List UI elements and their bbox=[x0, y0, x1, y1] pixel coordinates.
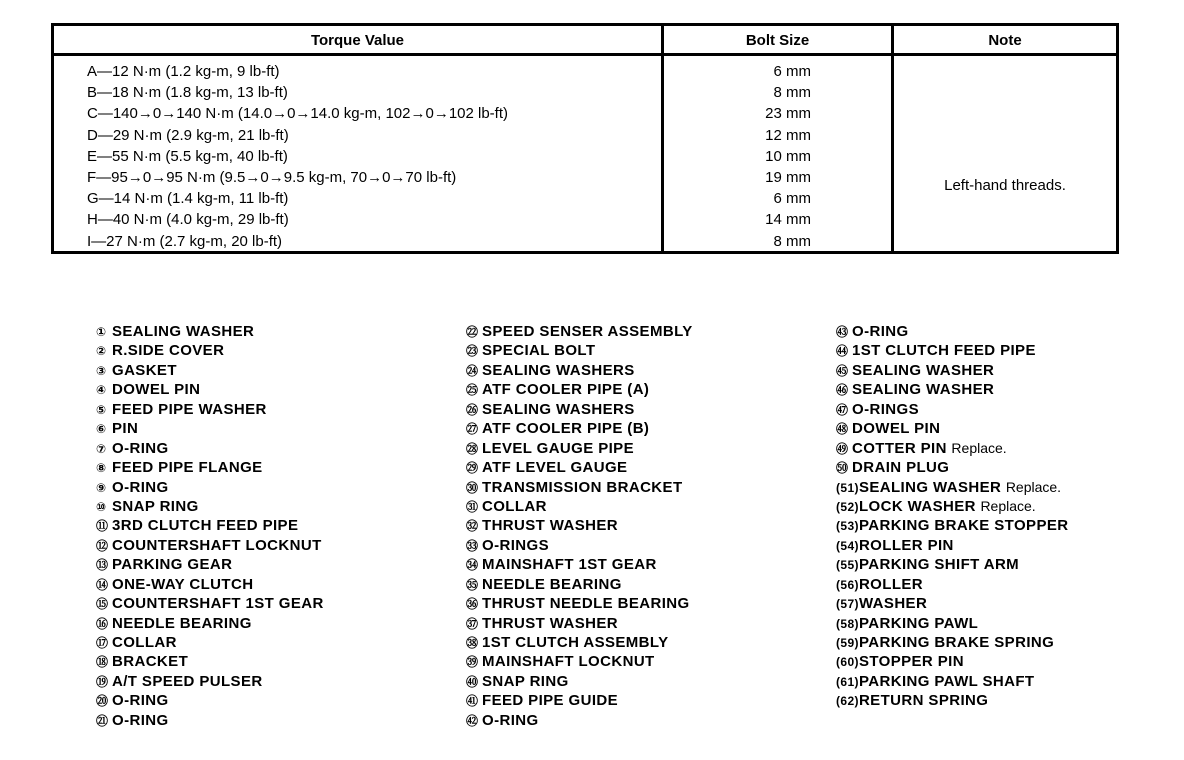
part-name: SEALING WASHER bbox=[858, 478, 1002, 496]
part-name: A/T SPEED PULSER bbox=[112, 672, 263, 690]
parts-list-column-2 bbox=[466, 322, 693, 730]
part-name: ATF LEVEL GAUGE bbox=[482, 459, 628, 477]
part-name: RETURN SPRING bbox=[858, 692, 989, 710]
part-name: COUNTERSHAFT LOCKNUT bbox=[112, 536, 322, 554]
part-list-item bbox=[466, 594, 693, 613]
part-name: O-RING bbox=[112, 692, 169, 710]
part-number: ㊳ bbox=[466, 636, 479, 650]
part-name: THRUST WASHER bbox=[482, 614, 619, 632]
part-number: ㉜ bbox=[466, 519, 479, 534]
torque-value-cell: E—55 N·m (5.5 kg-m, 40 lb-ft) bbox=[87, 147, 288, 165]
part-list-item bbox=[96, 458, 324, 477]
part-number: ㉒ bbox=[466, 325, 479, 339]
part-name: PARKING PAWL bbox=[858, 614, 979, 632]
part-list-item bbox=[96, 672, 324, 691]
part-name: SEALING WASHERS bbox=[482, 400, 635, 418]
part-name: ATF COOLER PIPE (A) bbox=[482, 381, 650, 399]
part-list-item bbox=[466, 497, 693, 516]
part-number: ⑩ bbox=[96, 499, 107, 514]
part-name: DRAIN PLUG bbox=[852, 459, 950, 477]
part-list-item bbox=[466, 691, 693, 710]
part-name: ATF COOLER PIPE (B) bbox=[482, 420, 650, 438]
part-number: (52) bbox=[836, 499, 859, 514]
part-number: ㊴ bbox=[466, 655, 479, 670]
part-name: PARKING BRAKE STOPPER bbox=[858, 517, 1069, 535]
part-name: LEVEL GAUGE PIPE bbox=[482, 439, 634, 457]
part-list-item bbox=[96, 575, 324, 594]
part-name: STOPPER PIN bbox=[858, 653, 964, 671]
part-list-item bbox=[836, 652, 1069, 671]
part-name: LOCK WASHER bbox=[858, 497, 976, 515]
part-number: ㊷ bbox=[466, 713, 479, 728]
part-number: ㊹ bbox=[836, 344, 849, 359]
part-name: SEALING WASHERS bbox=[482, 361, 635, 379]
part-list-item bbox=[466, 555, 693, 574]
part-number: ㊽ bbox=[836, 422, 849, 437]
part-name: FEED PIPE WASHER bbox=[112, 400, 267, 418]
part-number: ⑱ bbox=[96, 655, 109, 670]
part-name: COUNTERSHAFT 1ST GEAR bbox=[112, 595, 324, 613]
part-list-item bbox=[466, 516, 693, 535]
part-name: 1ST CLUTCH FEED PIPE bbox=[852, 342, 1036, 360]
part-list-item bbox=[466, 536, 693, 555]
part-number: ⑥ bbox=[96, 422, 107, 437]
bolt-size-cell: 12 mm bbox=[765, 126, 811, 144]
part-name: PARKING SHIFT ARM bbox=[858, 556, 1020, 574]
part-list-item bbox=[466, 652, 693, 671]
part-name: O-RING bbox=[112, 439, 169, 457]
part-number: ④ bbox=[96, 383, 107, 398]
part-list-item bbox=[96, 341, 324, 360]
part-name: ONE-WAY CLUTCH bbox=[112, 575, 254, 593]
part-number: (61) bbox=[836, 674, 859, 689]
bolt-size-cell: 23 mm bbox=[765, 105, 811, 123]
bolt-size-column bbox=[661, 26, 891, 251]
torque-value-column bbox=[54, 26, 661, 251]
torque-value-cell: I—27 N·m (2.7 kg-m, 20 lb-ft) bbox=[87, 232, 283, 250]
part-number: ㉓ bbox=[466, 344, 479, 359]
bolt-size-cell: 8 mm bbox=[773, 84, 811, 102]
part-list-item bbox=[836, 594, 1069, 613]
part-number: ⑮ bbox=[96, 597, 109, 612]
part-number: ㊶ bbox=[466, 694, 479, 709]
bolt-size-cell: 8 mm bbox=[773, 232, 811, 250]
part-number: (62) bbox=[836, 694, 859, 709]
part-list-item bbox=[96, 711, 324, 730]
part-name: O-RING bbox=[112, 478, 169, 496]
bolt-size-cell: 6 mm bbox=[773, 63, 811, 80]
part-note: Replace. bbox=[1005, 478, 1062, 495]
part-name: PARKING BRAKE SPRING bbox=[858, 634, 1055, 651]
part-list-item bbox=[96, 439, 324, 458]
part-name: THRUST NEEDLE BEARING bbox=[482, 595, 690, 613]
part-number: ㉛ bbox=[466, 499, 479, 514]
part-list-item bbox=[96, 380, 324, 399]
part-number: (58) bbox=[836, 616, 859, 631]
part-number: (60) bbox=[836, 655, 859, 670]
part-number: ⑭ bbox=[96, 577, 109, 592]
part-number: ㉝ bbox=[466, 538, 479, 553]
part-number: ㊸ bbox=[836, 325, 849, 339]
part-list-item bbox=[466, 322, 693, 341]
part-number: (51) bbox=[836, 480, 859, 495]
part-list-item bbox=[466, 361, 693, 380]
part-name: R.SIDE COVER bbox=[112, 342, 225, 360]
part-number: (53) bbox=[836, 519, 859, 534]
part-list-item bbox=[836, 458, 1069, 477]
part-list-item bbox=[96, 478, 324, 497]
part-number: ㉙ bbox=[466, 461, 479, 476]
part-name: ROLLER bbox=[858, 575, 924, 593]
part-name: BRACKET bbox=[112, 653, 189, 671]
part-list-item bbox=[836, 478, 1069, 497]
part-list-item bbox=[96, 594, 324, 613]
bolt-size-cell: 19 mm bbox=[765, 168, 811, 186]
part-number: ㊱ bbox=[466, 597, 479, 612]
part-list-item bbox=[96, 419, 324, 438]
part-list-item bbox=[836, 633, 1069, 652]
part-name: SEALING WASHER bbox=[112, 323, 255, 340]
part-list-item bbox=[466, 419, 693, 438]
part-list-item bbox=[466, 633, 693, 652]
part-number: ③ bbox=[96, 363, 107, 378]
part-list-item bbox=[96, 361, 324, 380]
part-number: ㉔ bbox=[466, 363, 479, 378]
part-list-item bbox=[836, 419, 1069, 438]
bolt-size-cell: 6 mm bbox=[773, 190, 811, 208]
part-list-item bbox=[836, 516, 1069, 535]
part-name: PIN bbox=[112, 420, 139, 438]
torque-value-rows bbox=[54, 56, 661, 252]
part-name: DOWEL PIN bbox=[852, 420, 941, 438]
part-list-item bbox=[96, 555, 324, 574]
torque-value-cell: B—18 N·m (1.8 kg-m, 13 lb-ft) bbox=[87, 84, 288, 102]
part-name: SNAP RING bbox=[112, 497, 199, 515]
part-number: ② bbox=[96, 344, 107, 359]
part-list-item bbox=[466, 478, 693, 497]
torque-value-cell: C—140→0→140 N·m (14.0→0→14.0 kg-m, 102→0→102 lb-ft) bbox=[87, 105, 509, 123]
part-list-item bbox=[836, 555, 1069, 574]
part-list-item bbox=[836, 322, 1069, 341]
part-number: ① bbox=[96, 325, 107, 339]
part-list-item bbox=[96, 614, 324, 633]
part-number: ⑦ bbox=[96, 441, 107, 456]
part-list-item bbox=[466, 400, 693, 419]
part-list-item bbox=[96, 633, 324, 652]
part-name: SEALING WASHER bbox=[852, 361, 995, 379]
part-name: SPECIAL BOLT bbox=[482, 342, 596, 360]
note-column bbox=[891, 26, 1116, 251]
torque-table bbox=[51, 23, 1119, 254]
part-number: (57) bbox=[836, 597, 859, 612]
part-number: (56) bbox=[836, 577, 859, 592]
part-name: O-RING bbox=[852, 323, 909, 340]
part-number: ⑯ bbox=[96, 616, 109, 631]
part-number: ㉗ bbox=[466, 422, 479, 437]
part-name: FEED PIPE GUIDE bbox=[482, 692, 619, 710]
torque-value-cell: H—40 N·m (4.0 kg-m, 29 lb-ft) bbox=[87, 211, 289, 229]
part-list-item bbox=[836, 614, 1069, 633]
part-number: (55) bbox=[836, 558, 859, 573]
part-number: (59) bbox=[836, 636, 859, 650]
bolt-size-cell: 14 mm bbox=[765, 211, 811, 229]
part-name: O-RINGS bbox=[852, 400, 919, 418]
part-list-item bbox=[466, 380, 693, 399]
part-name: 1ST CLUTCH ASSEMBLY bbox=[482, 634, 669, 651]
part-name: MAINSHAFT 1ST GEAR bbox=[482, 556, 657, 574]
part-number: ⑨ bbox=[96, 480, 107, 495]
part-list-item bbox=[96, 691, 324, 710]
part-list-item bbox=[96, 652, 324, 671]
part-number: ㊾ bbox=[836, 441, 849, 456]
part-number: ㊿ bbox=[836, 461, 849, 476]
part-number: ㊻ bbox=[836, 383, 849, 398]
part-list-item bbox=[466, 614, 693, 633]
part-name: PARKING GEAR bbox=[112, 556, 233, 574]
part-number: ㉑ bbox=[96, 713, 109, 728]
part-list-item bbox=[96, 516, 324, 535]
part-name: MAINSHAFT LOCKNUT bbox=[482, 653, 655, 671]
part-list-item bbox=[836, 361, 1069, 380]
part-number: ㊵ bbox=[466, 674, 479, 689]
part-list-item bbox=[836, 691, 1069, 710]
part-number: ㊺ bbox=[836, 363, 849, 378]
part-list-item bbox=[466, 711, 693, 730]
part-list-item bbox=[96, 322, 324, 341]
part-number: ⑰ bbox=[96, 636, 109, 650]
part-note: Replace. bbox=[980, 497, 1036, 514]
part-list-item bbox=[836, 380, 1069, 399]
part-name: COLLAR bbox=[112, 634, 177, 651]
part-name: DOWEL PIN bbox=[112, 381, 201, 399]
torque-value-cell: G—14 N·m (1.4 kg-m, 11 lb-ft) bbox=[87, 190, 289, 208]
part-name: COTTER PIN bbox=[852, 439, 947, 457]
part-list-item bbox=[96, 497, 324, 516]
torque-value-cell: F—95→0→95 N·m (9.5→0→9.5 kg-m, 70→0→70 lb-ft) bbox=[87, 168, 457, 186]
part-name: TRANSMISSION BRACKET bbox=[482, 478, 683, 496]
part-list-item bbox=[836, 400, 1069, 419]
parts-list-column-3 bbox=[836, 322, 1069, 711]
part-number: ㉘ bbox=[466, 441, 479, 456]
part-name: COLLAR bbox=[482, 497, 547, 515]
part-name: NEEDLE BEARING bbox=[112, 614, 252, 632]
part-list-item bbox=[466, 672, 693, 691]
part-name: 3RD CLUTCH FEED PIPE bbox=[112, 517, 299, 535]
torque-value-cell: A—12 N·m (1.2 kg-m, 9 lb-ft) bbox=[87, 63, 280, 80]
torque-value-cell: D—29 N·m (2.9 kg-m, 21 lb-ft) bbox=[87, 126, 289, 144]
part-name: O-RING bbox=[112, 711, 169, 729]
bolt-size-header: Bolt Size bbox=[664, 26, 891, 56]
part-number: ㊲ bbox=[466, 616, 479, 631]
bolt-size-rows bbox=[664, 56, 891, 252]
part-name: O-RINGS bbox=[482, 536, 549, 554]
part-name: SPEED SENSER ASSEMBLY bbox=[482, 323, 693, 340]
part-name: NEEDLE BEARING bbox=[482, 575, 622, 593]
part-note: Replace. bbox=[951, 439, 1007, 456]
part-number: (54) bbox=[836, 538, 859, 553]
part-number: ⑳ bbox=[96, 694, 109, 709]
part-number: ⑤ bbox=[96, 402, 107, 417]
part-list-item bbox=[466, 575, 693, 594]
part-name: WASHER bbox=[858, 595, 928, 613]
part-name: O-RING bbox=[482, 711, 539, 729]
part-list-item bbox=[836, 536, 1069, 555]
part-list-item bbox=[836, 672, 1069, 691]
part-number: ⑲ bbox=[96, 674, 109, 689]
part-name: THRUST WASHER bbox=[482, 517, 619, 535]
note-text: Left-hand threads. bbox=[944, 177, 1066, 194]
part-number: ㉚ bbox=[466, 480, 479, 495]
part-name: SEALING WASHER bbox=[852, 381, 995, 399]
bolt-size-cell: 10 mm bbox=[765, 147, 811, 165]
part-number: ⑬ bbox=[96, 558, 109, 573]
part-name: ROLLER PIN bbox=[858, 536, 954, 554]
part-name: PARKING PAWL SHAFT bbox=[858, 672, 1035, 690]
part-list-item bbox=[836, 575, 1069, 594]
part-number: ㉟ bbox=[466, 577, 479, 592]
part-list-item bbox=[836, 497, 1069, 516]
part-list-item bbox=[836, 439, 1069, 458]
parts-list-column-1 bbox=[96, 322, 324, 730]
note-header: Note bbox=[894, 26, 1116, 56]
part-number: ㉕ bbox=[466, 383, 479, 398]
part-number: ㉖ bbox=[466, 402, 479, 417]
part-name: SNAP RING bbox=[482, 672, 569, 690]
part-list-item bbox=[466, 458, 693, 477]
part-number: ⑧ bbox=[96, 461, 107, 476]
part-list-item bbox=[836, 341, 1069, 360]
part-number: ⑪ bbox=[96, 519, 109, 534]
part-number: ㉞ bbox=[466, 558, 479, 573]
part-list-item bbox=[96, 400, 324, 419]
part-number: ㊼ bbox=[836, 402, 849, 417]
part-list-item bbox=[96, 536, 324, 555]
part-list-item bbox=[466, 439, 693, 458]
torque-value-header: Torque Value bbox=[54, 26, 661, 56]
part-name: GASKET bbox=[112, 361, 177, 379]
part-number: ⑫ bbox=[96, 538, 109, 553]
part-name: FEED PIPE FLANGE bbox=[112, 459, 263, 477]
part-list-item bbox=[466, 341, 693, 360]
